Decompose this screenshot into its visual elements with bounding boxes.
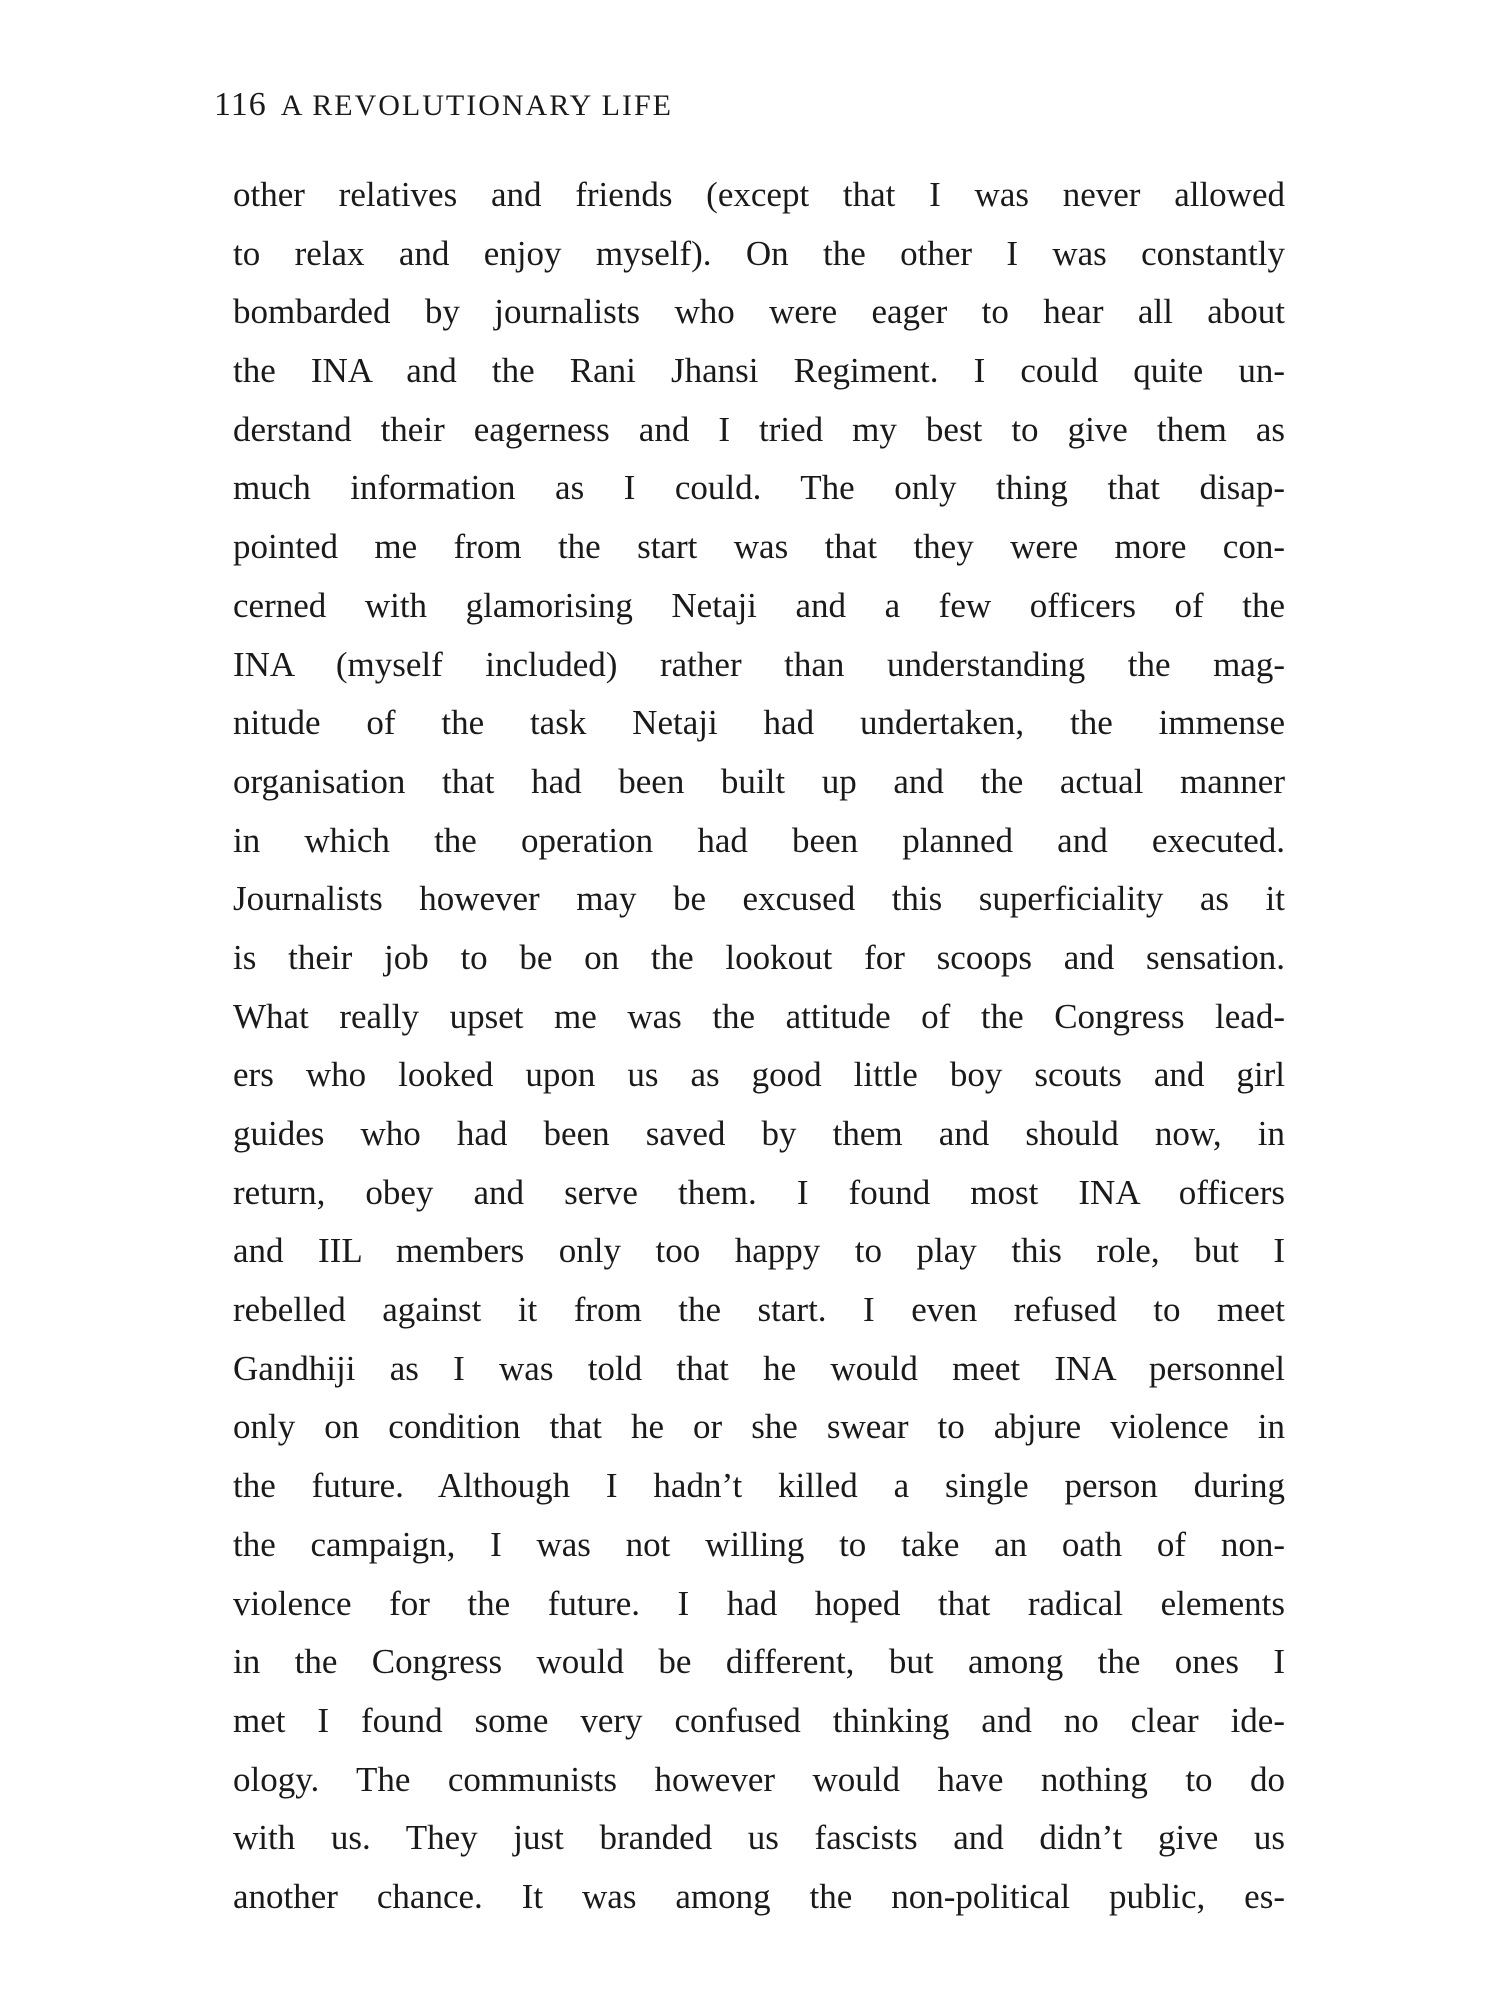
text-line: is their job to be on the lookout for scoops and sensation. [233,937,1285,977]
text-line: ology. The communists however would have nothing to do [233,1759,1285,1799]
page-number: 116 [214,86,267,123]
text-line: the future. Although I hadn’t killed a single person during [233,1466,1285,1506]
text-line: much information as I could. The only thing that disap- [233,468,1285,508]
text-line: only on condition that he or she swear to abjure violence in [233,1407,1285,1447]
body-text [233,166,1285,1927]
text-line: the INA and the Rani Jhansi Regiment. I could quite un- [233,351,1285,391]
text-line: in which the operation had been planned and executed. [233,820,1285,860]
text-line: Journalists however may be excused this superficiality as it [233,879,1285,919]
text-line: ers who looked upon us as good little boy scouts and girl [233,1055,1285,1095]
text-line: another chance. It was among the non-political public, es- [233,1876,1285,1916]
text-line: guides who had been saved by them and should now, in [233,1114,1285,1153]
book-title: A REVOLUTIONARY LIFE [280,89,673,122]
text-line: in the Congress would be different, but among the ones I [233,1642,1285,1682]
text-line: met I found some very confused thinking and no clear ide- [233,1700,1285,1740]
text-line: derstand their eagerness and I tried my best to give them as [233,409,1285,449]
text-line: cerned with glamorising Netaji and a few officers of the [233,585,1285,625]
text-line: to relax and enjoy myself). On the other I was constantly [233,233,1285,273]
text-line: return, obey and serve them. I found most INA officers [233,1172,1285,1212]
text-line: the campaign, I was not willing to take an oath of non- [233,1524,1285,1564]
running-head [214,84,673,124]
text-line: nitude of the task Netaji had undertaken, the immense [233,703,1285,743]
text-line: What really upset me was the attitude of the Congress lead- [233,996,1285,1036]
text-line: Gandhiji as I was told that he would meet INA personnel [233,1348,1285,1388]
text-line: bombarded by journalists who were eager to hear all about [233,292,1285,332]
text-line: rebelled against it from the start. I even refused to meet [233,1290,1285,1330]
text-line: violence for the future. I had hoped that radical elements [233,1583,1285,1623]
text-line: organisation that had been built up and the actual manner [233,761,1285,801]
text-line: pointed me from the start was that they were more con- [233,527,1285,567]
text-line: other relatives and friends (except that I was never allowed [233,175,1285,214]
text-line: and IIL members only too happy to play this role, but I [233,1231,1285,1271]
text-line: with us. They just branded us fascists and didn’t give us [233,1818,1285,1858]
text-line: INA (myself included) rather than understanding the mag- [233,644,1285,684]
